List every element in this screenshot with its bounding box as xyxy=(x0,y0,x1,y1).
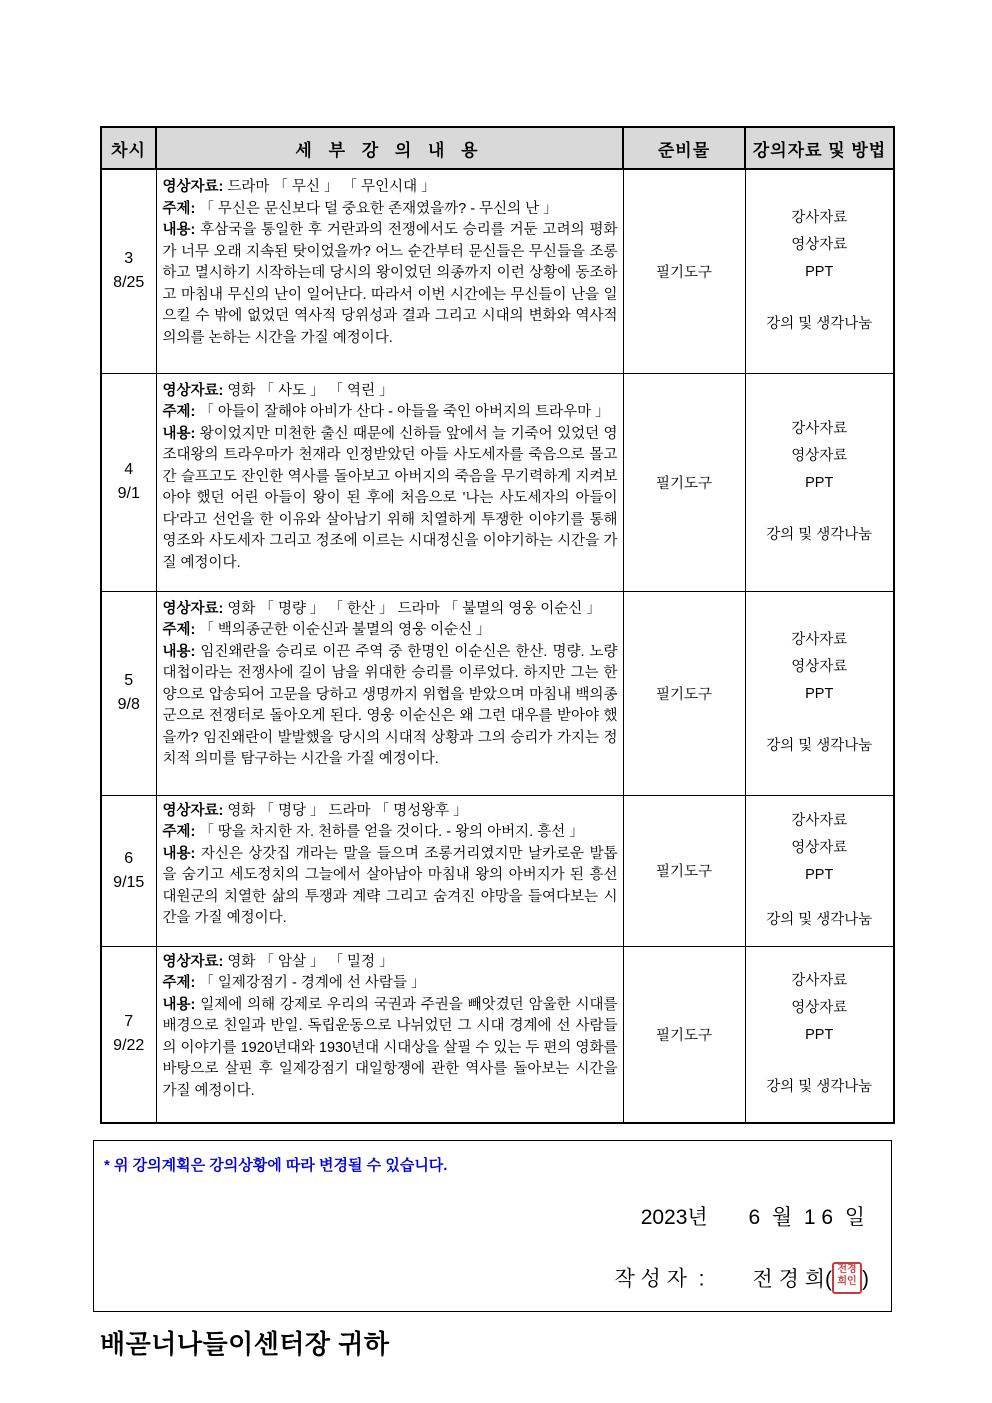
change-notice: * 위 강의계획은 강의상황에 따라 변경될 수 있습니다. xyxy=(104,1157,448,1174)
document-date: 2023년 6 월 1 6 일 xyxy=(640,1206,865,1229)
session-date: 9/1 xyxy=(117,485,140,502)
content-value: 일제에 의해 강제로 우리의 국권과 주권을 빼앗겼던 암울한 시대를 배경으로 친일과 반일. 독립운동으로 나뉘었던 그 시대 경계에 선 사람들의 이야기를 1920년대와 1930년대 시대상을 살필 수 있는 두 편의 영화를 바탕으로 살핀 후 일제강점기 대일항쟁에 관한 역사를 돌아보는 시간을 가질 예정이다. xyxy=(162,996,618,1099)
session-cell xyxy=(101,946,156,1123)
content-cell xyxy=(156,591,623,795)
session-number: 7 xyxy=(124,1013,134,1031)
header-materials: 준비물 xyxy=(623,127,745,169)
method-item: 강의 및 생각나눔 xyxy=(766,526,873,543)
video-value: 드라마 「 무신 」 「 무인시대 」 xyxy=(223,179,436,195)
content-label: 내용: xyxy=(162,425,196,442)
method-item: 강사자료 xyxy=(791,812,848,829)
method-item: 영상자료 xyxy=(791,447,848,464)
content-cell xyxy=(156,795,623,946)
session-cell xyxy=(101,169,156,373)
video-value: 영화 「 명당 」 드라마 「 명성왕후 」 xyxy=(223,802,468,819)
content-label: 내용: xyxy=(162,643,196,660)
topic-label: 주제: xyxy=(162,200,196,217)
header-content: 세 부 강 의 내 용 xyxy=(156,127,623,169)
session-cell xyxy=(101,591,156,795)
topic-value: 「 백의종군한 이순신과 불멸의 영웅 이순신 」 xyxy=(195,622,491,638)
method-item: 강사자료 xyxy=(791,420,848,437)
session-date: 9/15 xyxy=(113,873,145,891)
table-row xyxy=(101,169,894,373)
method-item: PPT xyxy=(805,1026,834,1043)
content-cell xyxy=(156,946,623,1123)
video-label: 영상자료: xyxy=(162,802,224,819)
video-label: 영상자료: xyxy=(162,600,224,617)
writer-line xyxy=(94,1238,891,1322)
session-number: 3 xyxy=(124,250,134,268)
video-value: 영화 「 사도 」 「 역린 」 xyxy=(223,382,394,399)
method-item: 영상자료 xyxy=(791,839,848,856)
content-label: 내용: xyxy=(162,845,196,862)
method-item: 강의 및 생각나눔 xyxy=(766,1078,873,1095)
session-cell xyxy=(101,373,156,591)
content-label: 내용: xyxy=(162,996,196,1013)
topic-label: 주제: xyxy=(162,622,196,638)
recipient: 배곧너나들이센터장 귀하 xyxy=(100,1329,390,1359)
table-row xyxy=(101,591,894,795)
table-header-row xyxy=(101,127,894,169)
session-number: 6 xyxy=(124,849,134,867)
writer-name-close: ) xyxy=(862,1267,869,1291)
video-label: 영상자료: xyxy=(162,953,224,970)
signature-stamp-icon: 전경 희인 xyxy=(832,1262,862,1294)
topic-label: 주제: xyxy=(162,975,196,991)
methods-cell xyxy=(745,373,894,591)
method-item: PPT xyxy=(805,263,834,280)
materials-cell: 필기도구 xyxy=(623,591,745,795)
methods-cell xyxy=(745,169,894,373)
topic-value: 「 땅을 차지한 자. 천하를 얻을 것이다. - 왕의 아버지. 흥선 」 xyxy=(195,824,584,840)
content-cell xyxy=(156,169,623,373)
methods-cell xyxy=(745,946,894,1123)
session-date: 9/22 xyxy=(113,1037,145,1055)
materials-cell: 필기도구 xyxy=(623,946,745,1123)
content-value: 임진왜란을 승리로 이끈 주역 중 한명인 이순신은 한산. 명량. 노량대첩이라는 전쟁사에 길이 남을 위대한 승리를 이루었다. 하지만 그는 한양으로 압송되어 고문을 당하고 생명까지 위협을 받았으며 마침내 백의종군으로 전쟁터로 돌아오게 된다. 영웅 이순신은 왜 그런 대우를 받아야 했을까? 임진왜란이 발발했을 당시의 시대적 상황과 그의 승리가 가지는 정치적 의미를 탐구하는 시간을 가질 예정이다. xyxy=(162,643,618,767)
method-item: 영상자료 xyxy=(791,236,848,253)
topic-label: 주제: xyxy=(162,824,196,840)
method-item: 강의 및 생각나눔 xyxy=(766,737,873,754)
content-value: 왕이었지만 미천한 출신 때문에 신하들 앞에서 늘 기죽어 있었던 영조대왕의 트라우마가 천재라 인정받았던 아들 사도세자를 죽음으로 몰고 간 슬프고도 잔인한 역사를 돌아보고 아버지의 죽음을 무기력하게 지켜보아야 했던 어린 아들이 왕이 된 후에 처음으로 '나는 사도세자의 아들이다'라고 선언을 한 이유와 살아남기 위해 치열하게 투쟁한 이야기를 통해 영조와 사도세자 그리고 정조에 이르는 시대정신을 이야기하는 시간을 가질 예정이다. xyxy=(162,425,618,571)
content-value: 후삼국을 통일한 후 거란과의 전쟁에서도 승리를 거둔 고려의 평화가 너무 오래 지속된 탓이었을까? 어느 순간부터 문신들은 무신들을 조롱하고 멸시하기 시작하는데 당시의 왕이었던 의종까지 이런 상황에 동조하고 마침내 무신의 난이 일어난다. 따라서 이번 시간에는 무신들이 난을 일으킬 수 밖에 없었던 역사적 당위성과 결과 그리고 시대의 변화와 역사적 의의를 논하는 시간을 가질 예정이다. xyxy=(162,222,618,346)
method-item: PPT xyxy=(805,866,834,883)
header-session: 차시 xyxy=(101,127,156,169)
session-number: 5 xyxy=(124,672,134,689)
content-value: 자신은 상갓집 개라는 말을 들으며 조롱거리였지만 날카로운 발톱을 숨기고 세도정치의 그늘에서 살아남아 마침내 왕의 아버지가 된 흥선대원군의 치열한 삶의 투쟁과 계략 그리고 숨겨진 야망을 들여다보는 시간을 가질 예정이다. xyxy=(162,845,618,926)
writer-label: 작 성 자 : xyxy=(614,1267,705,1291)
materials-cell: 필기도구 xyxy=(623,373,745,591)
methods-cell xyxy=(745,591,894,795)
method-item: 강사자료 xyxy=(791,972,848,989)
method-item: PPT xyxy=(805,685,834,702)
table-row xyxy=(101,795,894,946)
method-item: 영상자료 xyxy=(791,999,848,1016)
lecture-plan-table xyxy=(100,126,895,1124)
method-item: 영상자료 xyxy=(791,658,848,675)
video-value: 영화 「 명량 」 「 한산 」 드라마 「 불멸의 영웅 이순신 」 xyxy=(223,600,601,617)
method-item: PPT xyxy=(805,474,834,491)
materials-cell: 필기도구 xyxy=(623,795,745,946)
header-methods: 강의자료 및 방법 xyxy=(745,127,894,169)
table-row xyxy=(101,946,894,1123)
content-cell xyxy=(156,373,623,591)
writer-name: 전 경 희( xyxy=(752,1267,832,1291)
topic-value: 「 무신은 문신보다 덜 중요한 존재였을까? - 무신의 난 」 xyxy=(195,200,558,217)
session-cell xyxy=(101,795,156,946)
topic-value: 「 아들이 잘해야 아비가 산다 - 아들을 죽인 아버지의 트라우마 」 xyxy=(195,404,610,420)
video-label: 영상자료: xyxy=(162,382,224,399)
method-item: 강사자료 xyxy=(791,209,848,226)
video-label: 영상자료: xyxy=(162,179,224,195)
topic-value: 「 일제강점기 - 경계에 선 사람들 」 xyxy=(195,975,426,991)
content-label: 내용: xyxy=(162,222,196,238)
table-row xyxy=(101,373,894,591)
session-date: 8/25 xyxy=(113,274,145,292)
topic-label: 주제: xyxy=(162,404,196,420)
method-item: 강의 및 생각나눔 xyxy=(766,315,873,332)
method-item: 강의 및 생각나눔 xyxy=(766,911,873,928)
methods-cell xyxy=(745,795,894,946)
session-date: 9/8 xyxy=(117,696,140,713)
footer-box xyxy=(93,1140,892,1359)
video-value: 영화 「 암살 」 「 밀정 」 xyxy=(223,953,394,970)
method-item: 강사자료 xyxy=(791,631,848,648)
session-number: 4 xyxy=(124,461,134,478)
materials-cell: 필기도구 xyxy=(623,169,745,373)
